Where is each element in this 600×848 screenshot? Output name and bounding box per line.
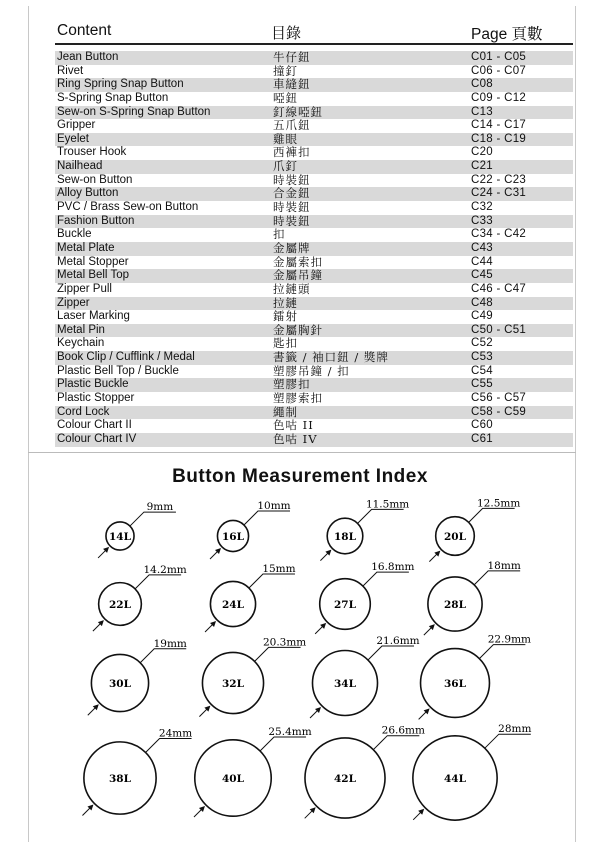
ligne-label: 30L [109,678,131,690]
item-chinese-name: 拉鏈 [273,295,298,310]
item-chinese-name: 時裝鈕 [273,172,311,187]
item-page-range: C44 [471,255,493,268]
ligne-label: 40L [222,773,244,785]
item-chinese-name: 撞釘 [273,63,298,78]
ligne-label: 32L [222,678,244,690]
diameter-label: 9mm [146,501,174,514]
item-page-range: C61 [471,432,493,445]
button-size-28l [424,560,521,635]
item-name: Colour Chart IV [57,432,137,445]
item-name: Sew-on S-Spring Snap Button [57,105,211,118]
item-chinese-name: 書籤 / 袖口鈕 / 獎牌 [273,350,389,365]
diameter-label: 22.9mm [487,633,532,646]
button-size-30l [88,638,187,715]
item-page-range: C24 - C31 [471,187,527,200]
diameter-pointer [469,508,515,522]
item-name: Metal Stopper [57,255,129,268]
item-page-range: C14 - C17 [471,119,527,132]
chinese-heading: 目錄 [271,24,302,42]
diameter-pointer [363,572,409,586]
diameter-pointer [130,512,176,526]
button-size-32l [199,636,306,716]
diameter-pointer [260,737,306,751]
item-page-range: C20 [471,146,493,159]
item-chinese-name: 釘線啞鈕 [273,104,323,119]
diameter-pointer [474,571,520,585]
item-chinese-name: 車縫鈕 [273,77,311,92]
ligne-label: 16L [222,531,244,543]
item-name: Fashion Button [57,214,135,227]
diameter-label: 19mm [153,637,187,650]
item-name: Zipper [57,296,90,309]
button-size-34l [310,635,420,718]
diameter-pointer [140,649,186,663]
item-page-range: C06 - C07 [471,64,527,77]
button-size-18l [320,498,409,560]
ligne-label: 42L [334,773,356,785]
item-page-range: C46 - C47 [471,282,527,295]
item-page-range: C33 [471,214,493,227]
item-page-range: C22 - C23 [471,173,527,186]
button-size-27l [315,561,414,634]
item-name: Trouser Hook [57,146,127,159]
item-page-range: C49 [471,310,493,323]
item-page-range: C01 - C05 [471,51,527,63]
diameter-pointer [135,575,181,589]
diameter-label: 21.6mm [376,635,420,648]
item-page-range: C09 - C12 [471,91,527,104]
measurement-title: Button Measurement Index [172,466,428,487]
item-chinese-name: 色咕 II [273,418,314,433]
diameter-label: 11.5mm [365,498,410,511]
item-name: Metal Plate [57,241,115,254]
button-size-20l [429,497,520,561]
diameter-pointer [373,736,419,750]
ligne-label: 20L [444,531,466,543]
diameter-label: 20.3mm [262,636,307,649]
item-page-range: C58 - C59 [471,405,527,418]
item-chinese-name: 金屬胸針 [273,322,323,337]
diameter-label: 12.5mm [477,497,521,510]
item-name: PVC / Brass Sew-on Button [57,201,199,214]
ligne-label: 14L [109,531,131,543]
page-heading: Page 頁數 [471,26,543,43]
item-name: Rivet [57,64,84,77]
item-page-range: C56 - C57 [471,392,527,405]
item-page-range: C55 [471,378,493,391]
item-name: Gripper [57,119,96,132]
item-chinese-name: 塑膠扣 [273,377,311,392]
content-heading: Content [57,22,112,39]
item-chinese-name: 西褲扣 [273,145,311,160]
ligne-label: 22L [109,599,131,611]
diameter-label: 24mm [158,727,193,740]
diameter-label: 26.6mm [381,724,425,737]
item-chinese-name: 金屬索扣 [273,254,323,269]
item-name: Ring Spring Snap Button [57,78,184,91]
item-page-range: C45 [471,269,493,282]
item-chinese-name: 塑膠索扣 [273,391,323,406]
diameter-pointer [485,734,531,748]
button-size-40l [194,726,312,817]
item-name: Plastic Buckle [57,378,129,391]
diameter-label: 16.8mm [371,561,415,574]
item-chinese-name: 塑膠吊鐘 / 扣 [273,363,350,378]
item-name: Sew-on Button [57,173,133,186]
button-size-36l [419,634,531,720]
item-page-range: C54 [471,364,493,377]
item-chinese-name: 金屬吊鐘 [273,268,323,283]
item-page-range: C50 - C51 [471,323,527,336]
diameter-label: 10mm [257,500,291,513]
ligne-label: 44L [444,773,466,785]
diameter-pointer [244,511,290,525]
item-name: Metal Pin [57,323,105,336]
diameter-label: 25.4mm [268,725,312,738]
diameter-pointer [255,647,301,661]
button-size-24l [205,563,296,632]
item-name: Metal Bell Top [57,269,130,282]
item-chinese-name: 時裝鈕 [273,200,311,215]
button-size-14l [98,501,176,558]
ligne-label: 27L [334,599,356,611]
item-chinese-name: 雞眼 [273,131,298,146]
item-chinese-name: 牛仔鈕 [273,50,311,64]
ligne-label: 34L [334,678,356,690]
item-chinese-name: 時裝鈕 [273,213,311,228]
item-chinese-name: 匙扣 [273,336,298,351]
ligne-label: 28L [444,599,466,611]
item-chinese-name: 拉鏈頭 [273,281,311,296]
diameter-pointer [249,574,295,588]
item-name: Book Clip / Cufflink / Medal [57,351,195,364]
item-chinese-name: 扣 [273,227,286,242]
item-name: Jean Button [57,51,119,63]
item-chinese-name: 五爪鈕 [273,118,311,133]
item-name: Buckle [57,228,92,241]
button-size-22l [93,564,187,631]
item-name: Laser Marking [57,310,130,323]
button-size-44l [413,723,532,820]
item-page-range: C34 - C42 [471,228,527,241]
item-name: Keychain [57,337,105,350]
item-chinese-name: 繩制 [273,404,298,419]
item-page-range: C43 [471,241,493,254]
diameter-label: 14.2mm [143,563,187,576]
item-page-range: C53 [471,351,493,364]
item-page-range: C60 [471,419,493,432]
item-name: Colour Chart II [57,419,132,432]
diameter-pointer [479,645,525,659]
item-name: S-Spring Snap Button [57,91,169,104]
item-page-range: C08 [471,78,493,91]
item-page-range: C48 [471,296,493,309]
button-size-42l [305,725,425,819]
diameter-label: 15mm [262,563,296,576]
item-page-range: C18 - C19 [471,132,527,145]
diameter-label: 28mm [498,723,532,736]
item-name: Alloy Button [57,187,119,200]
item-name: Plastic Bell Top / Buckle [57,364,179,377]
item-chinese-name: 鐳射 [273,309,298,324]
item-name: Cord Lock [57,405,110,418]
item-page-range: C21 [471,160,493,173]
item-page-range: C32 [471,201,493,214]
item-page-range: C13 [471,105,493,118]
item-chinese-name: 爪釘 [273,159,298,174]
diameter-pointer [368,646,414,660]
item-chinese-name: 合金鈕 [273,186,311,201]
ligne-label: 38L [109,773,131,785]
diameter-label: 18mm [487,559,521,572]
item-name: Eyelet [57,132,89,145]
item-page-range: C52 [471,337,493,350]
item-name: Plastic Stopper [57,392,135,405]
item-name: Nailhead [57,160,103,173]
item-chinese-name: 色咕 IV [273,431,318,446]
ligne-label: 24L [222,599,244,611]
item-chinese-name: 金屬牌 [273,240,311,255]
ligne-label: 18L [334,531,356,543]
button-size-38l [82,727,192,815]
item-name: Zipper Pull [57,282,112,295]
diameter-pointer [146,738,192,752]
item-chinese-name: 啞鈕 [273,90,298,105]
diameter-pointer [358,509,404,523]
button-size-16l [210,500,291,559]
ligne-label: 36L [444,678,466,690]
